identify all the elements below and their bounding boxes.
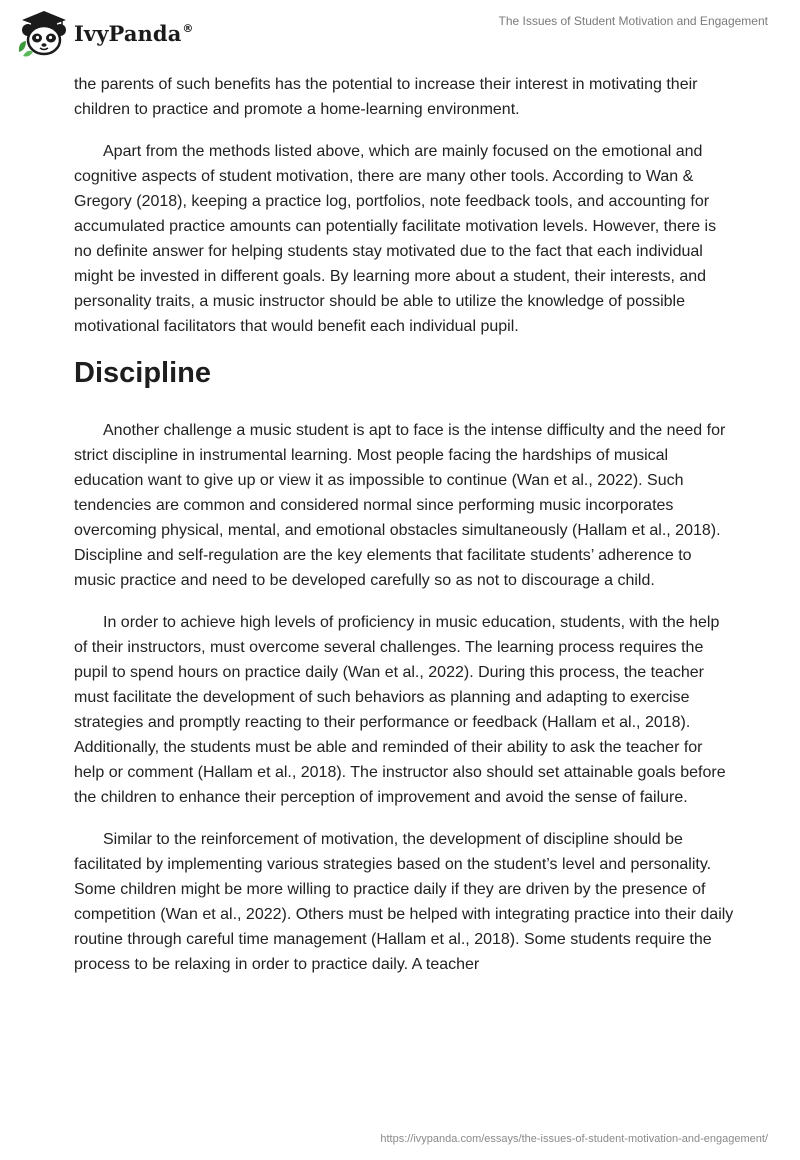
source-url-link[interactable]: https://ivypanda.com/essays/the-issues-of-student-motivation-and-engagement/ bbox=[380, 1133, 768, 1145]
ivypanda-logo[interactable] bbox=[14, 8, 194, 58]
paragraph-2: Apart from the methods listed above, which are mainly focused on the emotional and cognitive aspects of student motivation, there are many other tools. According to Wan & Gregory (2018), keeping a practice log, portfolios, note feedback tools, and accounting for accumulated practice amounts can potentially facilitate motivation levels. However, there is no definite answer for helping students stay motivated due to the fact that each individual might be invested in different goals. By learning more about a student, their interests, and personality traits, a music instructor should be able to utilize the knowledge of possible motivational facilitators that would benefit each individual pupil. bbox=[74, 143, 717, 335]
page-header bbox=[0, 0, 800, 66]
paragraph-1: the parents of such benefits has the potential to increase their interest in motivating their children to practice and promote a home-learning environment. bbox=[74, 76, 698, 118]
panda-graduate-icon bbox=[14, 8, 70, 58]
section-heading-discipline: Discipline bbox=[74, 357, 211, 389]
logo-text: IvyPanda® bbox=[74, 20, 194, 46]
paragraph-4: In order to achieve high levels of proficiency in music education, students, with the help of their instructors, must overcome several challenges. The learning process requires the pupil to spend hours on practice daily (Wan et al., 2022). During this process, the teacher must facilitate the development of such behaviors as planning and adapting to exercise strategies and promptly reacting to their performance or feedback (Hallam et al., 2018). Additionally, the students must be able and reminded of their ability to ask the teacher for help or comment (Hallam et al., 2018). The instructor also should set attainable goals before the children to enhance their perception of improvement and avoid the sense of failure. bbox=[74, 614, 726, 806]
paragraph-5: Similar to the reinforcement of motivation, the development of discipline should be facilitated by implementing various strategies based on the student’s level and personality. Some children might be more willing to practice daily if they are driven by the presence of competition (Wan et al., 2022). Others must be helped with integrating practice into their daily routine through careful time management (Hallam et al., 2018). Some students require the process to be relaxing in order to practice daily. A teacher bbox=[74, 831, 734, 973]
paragraph-3: Another challenge a music student is apt to face is the intense difficulty and the need for strict discipline in instrumental learning. Most people facing the hardships of musical education want to give up or view it as impossible to continue (Wan et al., 2022). Such tendencies are common and considered normal since performing music incorporates overcoming physical, mental, and emotional obstacles simultaneously (Hallam et al., 2018). Discipline and self-regulation are the key elements that facilitate students’ adherence to music practice and need to be developed carefully so as not to discourage a child. bbox=[74, 422, 726, 589]
document-title: The Issues of Student Motivation and Engagement bbox=[498, 14, 768, 28]
essay-content bbox=[74, 72, 734, 994]
registered-mark: ® bbox=[182, 21, 194, 35]
